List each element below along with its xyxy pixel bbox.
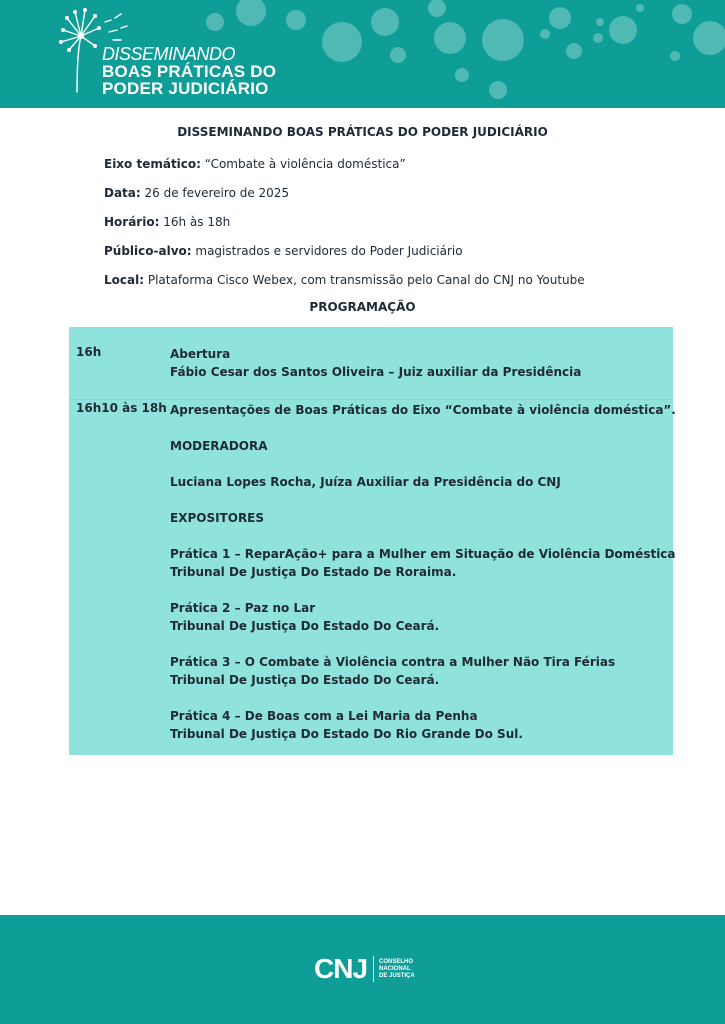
schedule-time: 16h — [76, 345, 102, 359]
info-label: Data: — [104, 186, 141, 200]
cnj-logo-divider — [373, 956, 374, 982]
info-time — [104, 214, 585, 243]
cnj-sub-line-2: NACIONAL — [379, 965, 411, 972]
schedule-line: Tribunal De Justiça Do Estado Do Rio Grande Do Sul. — [170, 727, 523, 741]
schedule-line: Tribunal De Justiça Do Estado De Roraima. — [170, 565, 457, 579]
schedule-line: EXPOSITORES — [170, 511, 265, 525]
info-location — [104, 272, 585, 301]
document-title: DISSEMINANDO BOAS PRÁTICAS DO PODER JUDICIÁRIO — [177, 125, 548, 139]
info-label: Horário: — [104, 215, 160, 229]
info-label: Local: — [104, 273, 145, 287]
schedule-line: MODERADORA — [170, 439, 268, 453]
info-value: magistrados e servidores do Poder Judiciário — [191, 244, 463, 258]
logo-line-1: DISSEMINANDO — [102, 44, 236, 64]
schedule-time: 16h10 às 18h — [76, 401, 167, 415]
cnj-logo-subtitle — [379, 959, 415, 980]
event-info — [104, 156, 585, 301]
info-value: “Combate à violência doméstica” — [200, 157, 406, 171]
cnj-logo-letters: CNJ — [314, 953, 368, 984]
logo-line-3: PODER JUDICIÁRIO — [102, 79, 269, 98]
schedule-line: Prática 4 – De Boas com a Lei Maria da Penha — [170, 709, 478, 723]
info-label: Eixo temático: — [104, 157, 201, 171]
info-value: 16h às 18h — [159, 215, 231, 229]
table-row — [69, 327, 673, 400]
footer-banner — [0, 915, 725, 1024]
info-date — [104, 185, 585, 214]
info-value: Plataforma Cisco Webex, com transmissão pelo Canal do CNJ no Youtube — [144, 273, 585, 287]
program-title: PROGRAMAÇÃO — [309, 300, 416, 314]
cnj-sub-line-1: CONSELHO — [379, 958, 414, 965]
cnj-sub-line-3: DE JUSTIÇA — [379, 972, 415, 979]
schedule-line: Abertura — [170, 347, 231, 361]
info-theme — [104, 156, 585, 185]
schedule-line: Luciana Lopes Rocha, Juíza Auxiliar da Presidência do CNJ — [170, 475, 561, 489]
header-banner — [0, 0, 725, 108]
schedule-line: Tribunal De Justiça Do Estado Do Ceará. — [170, 673, 440, 687]
info-value: 26 de fevereiro de 2025 — [140, 186, 290, 200]
logo-line-2: BOAS PRÁTICAS DO — [102, 62, 277, 81]
table-row — [69, 400, 676, 755]
schedule-line: Prática 2 – Paz no Lar — [170, 601, 316, 615]
cnj-logo — [314, 955, 415, 983]
schedule-line: Apresentações de Boas Práticas do Eixo “Combate à violência doméstica”. — [170, 403, 676, 417]
schedule-line: Fábio Cesar dos Santos Oliveira – Juiz auxiliar da Presidência — [170, 365, 582, 379]
info-audience — [104, 243, 585, 272]
schedule-content — [170, 401, 676, 743]
schedule-line: Prática 1 – ReparAção+ para a Mulher em Situação de Violência Doméstica — [170, 547, 676, 561]
schedule-line: Tribunal De Justiça Do Estado Do Ceará. — [170, 619, 440, 633]
schedule-content — [170, 345, 581, 381]
info-label: Público-alvo: — [104, 244, 192, 258]
program-logo — [102, 46, 276, 97]
schedule-line: Prática 3 – O Combate à Violência contra a Mulher Não Tira Férias — [170, 655, 616, 669]
schedule-table — [69, 327, 676, 755]
